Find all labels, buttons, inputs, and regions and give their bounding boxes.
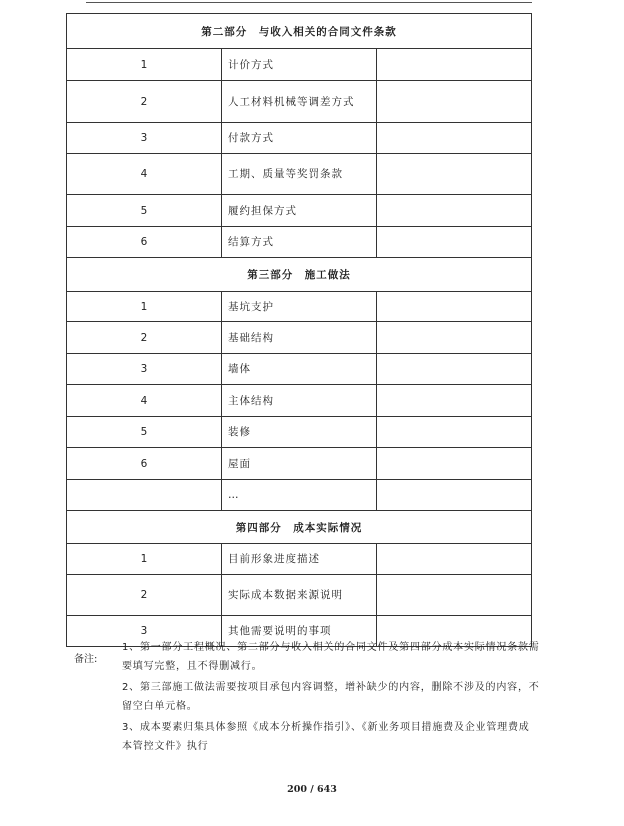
notes-body <box>122 638 540 756</box>
row-number: 1 <box>67 544 222 575</box>
row-label: 主体结构 <box>222 385 377 417</box>
note-item: 3、成本要素归集具体参照《成本分析操作指引》、《新业务项目措施费及企业管理费成本管控文件》执行 <box>122 722 530 752</box>
section-header-row <box>67 258 532 292</box>
note-item: 2、第三部施工做法需要按项目承包内容调整，增补缺少的内容，删除不涉及的内容，不留空白单元格。 <box>122 682 540 712</box>
table-row <box>67 354 532 385</box>
note-item: 1、第一部分工程概况、第二部分与收入相关的合同文件及第四部分成本实际情况条款需要填写完整，且不得删减行。 <box>122 642 540 672</box>
row-value-cell[interactable] <box>377 49 532 81</box>
row-number: 6 <box>67 448 222 480</box>
table-row <box>67 480 532 511</box>
row-label: 屋面 <box>222 448 377 480</box>
table-row <box>67 448 532 480</box>
row-number: 2 <box>67 575 222 616</box>
table-row <box>67 227 532 258</box>
row-label: 履约担保方式 <box>222 195 377 227</box>
row-number: 6 <box>67 227 222 258</box>
row-number: 4 <box>67 385 222 417</box>
notes-label: 备注: <box>74 654 98 665</box>
row-number: 1 <box>67 292 222 322</box>
row-label: 人工材料机械等调差方式 <box>222 81 377 123</box>
top-rule <box>86 2 532 3</box>
row-label: 计价方式 <box>222 49 377 81</box>
table-row <box>67 195 532 227</box>
row-label: 付款方式 <box>222 123 377 154</box>
section-title: 第三部分 施工做法 <box>67 258 532 292</box>
row-value-cell[interactable] <box>377 227 532 258</box>
page-number: 200 / 643 <box>287 784 337 795</box>
row-number: 1 <box>67 49 222 81</box>
row-number: 5 <box>67 417 222 448</box>
row-number: 2 <box>67 322 222 354</box>
row-value-cell[interactable] <box>377 448 532 480</box>
notes-section <box>70 638 540 758</box>
row-label: 装修 <box>222 417 377 448</box>
row-value-cell[interactable] <box>377 385 532 417</box>
row-label: 实际成本数据来源说明 <box>222 575 377 616</box>
row-label: 基坑支护 <box>222 292 377 322</box>
row-label: 墙体 <box>222 354 377 385</box>
row-value-cell[interactable] <box>377 195 532 227</box>
row-value-cell[interactable] <box>377 123 532 154</box>
row-number: 3 <box>67 354 222 385</box>
row-number: 3 <box>67 616 222 647</box>
row-label: 基础结构 <box>222 322 377 354</box>
table-row <box>67 49 532 81</box>
cost-analysis-table <box>66 13 532 647</box>
row-label: 结算方式 <box>222 227 377 258</box>
row-number: 2 <box>67 81 222 123</box>
row-value-cell[interactable] <box>377 544 532 575</box>
table-row <box>67 154 532 195</box>
row-label: 工期、质量等奖罚条款 <box>222 154 377 195</box>
section-title: 第二部分 与收入相关的合同文件条款 <box>67 14 532 49</box>
table-row <box>67 123 532 154</box>
table-row <box>67 322 532 354</box>
table-row <box>67 292 532 322</box>
row-value-cell[interactable] <box>377 575 532 616</box>
row-value-cell[interactable] <box>377 480 532 511</box>
table-row <box>67 81 532 123</box>
row-value-cell[interactable] <box>377 354 532 385</box>
row-label: 其他需要说明的事项 <box>222 616 377 647</box>
row-value-cell[interactable] <box>377 292 532 322</box>
row-number: 3 <box>67 123 222 154</box>
row-number: 4 <box>67 154 222 195</box>
row-value-cell[interactable] <box>377 322 532 354</box>
section-title: 第四部分 成本实际情况 <box>67 511 532 544</box>
row-number: 5 <box>67 195 222 227</box>
table-row <box>67 417 532 448</box>
section-header-row <box>67 511 532 544</box>
table-row <box>67 544 532 575</box>
table-row <box>67 385 532 417</box>
table-row <box>67 575 532 616</box>
row-number <box>67 480 222 511</box>
section-header-row <box>67 14 532 49</box>
row-label: … <box>222 480 377 511</box>
row-value-cell[interactable] <box>377 417 532 448</box>
row-label: 目前形象进度描述 <box>222 544 377 575</box>
row-value-cell[interactable] <box>377 81 532 123</box>
row-value-cell[interactable] <box>377 154 532 195</box>
